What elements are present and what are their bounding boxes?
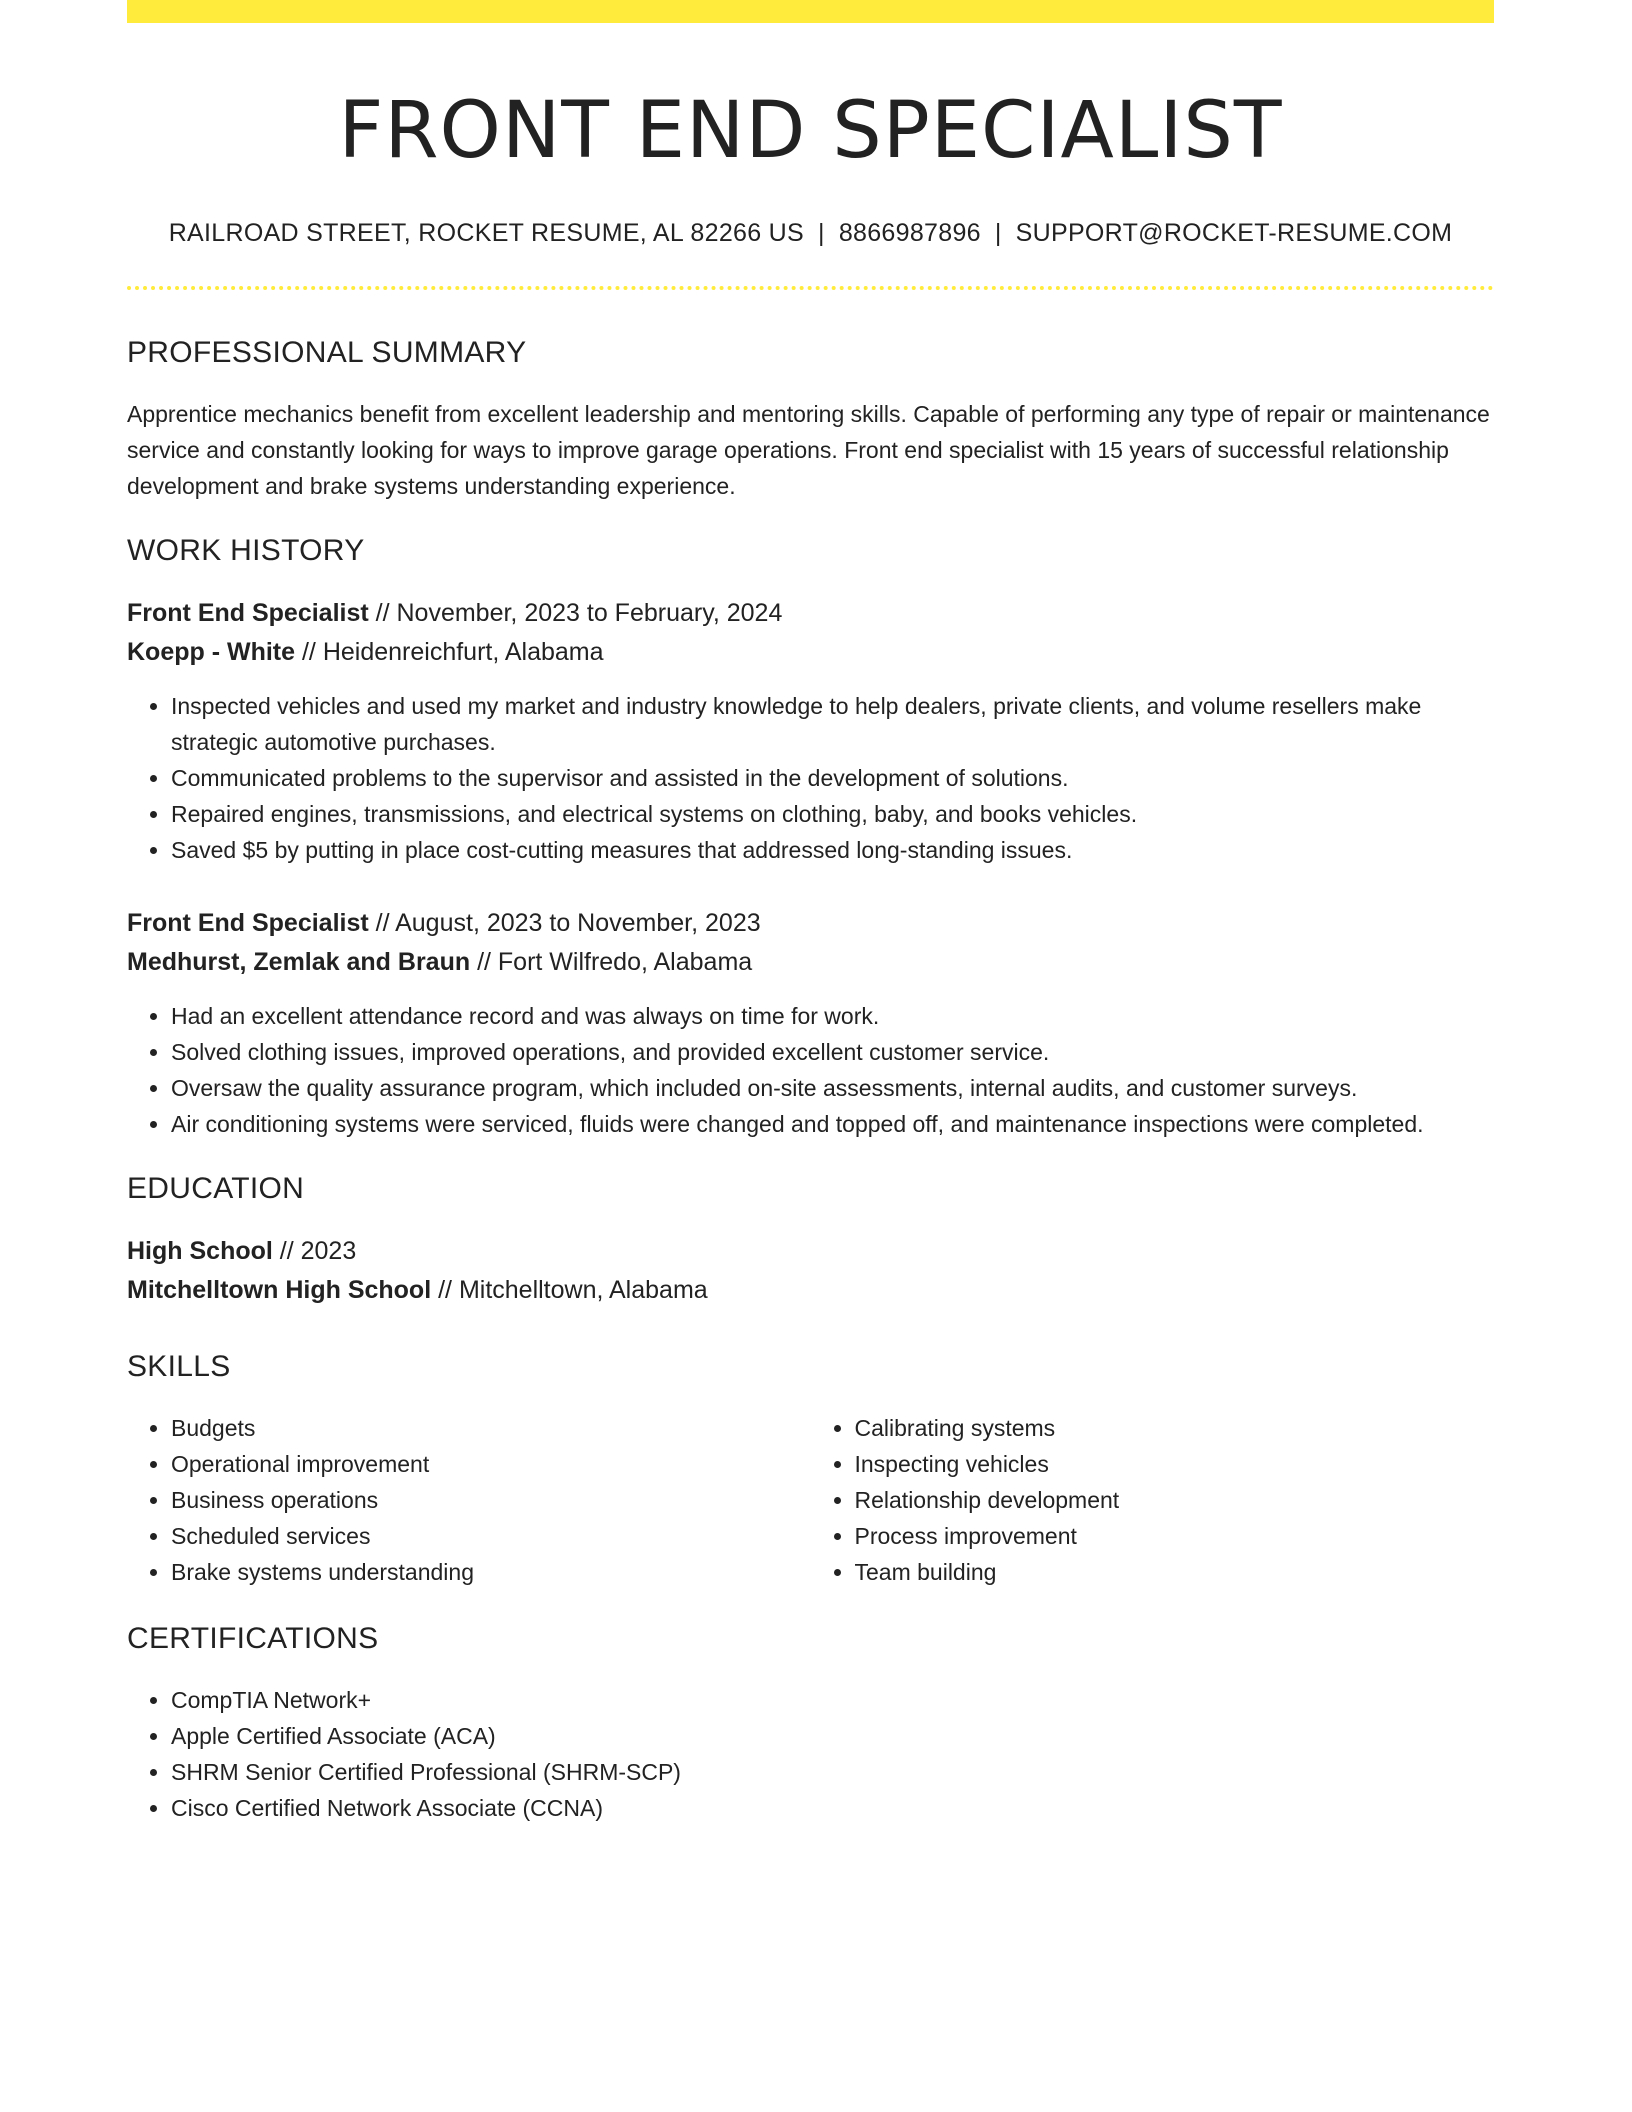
top-accent-bar — [127, 0, 1494, 23]
list-item: • SHRM Senior Certified Professional (SHRM-SCP) — [171, 1754, 1494, 1790]
certifications-list — [127, 1682, 1494, 1826]
contact-line — [127, 219, 1494, 248]
list-item: • Oversaw the quality assurance program, which included on-site assessments, internal audits, and customer surveys. — [171, 1070, 1494, 1106]
certifications-heading: CERTIFICATIONS — [127, 1621, 379, 1655]
job-title-line — [127, 904, 1494, 943]
education-location: // Mitchelltown, Alabama — [431, 1275, 708, 1304]
job-location: // Fort Wilfredo, Alabama — [470, 947, 753, 976]
list-item: • Cisco Certified Network Associate (CCNA) — [171, 1790, 1494, 1826]
list-item: • Repaired engines, transmissions, and electrical systems on clothing, baby, and books vehicles. — [171, 796, 1494, 832]
work-history-heading: WORK HISTORY — [127, 533, 365, 567]
job-location: // Heidenreichfurt, Alabama — [295, 637, 604, 666]
skills-heading: SKILLS — [127, 1349, 231, 1383]
dotted-divider — [127, 286, 1494, 290]
job-dates: // August, 2023 to November, 2023 — [368, 908, 761, 937]
list-item: • CompTIA Network+ — [171, 1682, 1494, 1718]
skills-left-column — [127, 1410, 811, 1590]
job-entry — [127, 594, 1494, 672]
job-company: Medhurst, Zemlak and Braun — [127, 947, 471, 976]
resume-page — [127, 0, 1494, 1826]
education-school-line — [127, 1271, 1494, 1310]
job-title-line — [127, 594, 1494, 633]
education-school: Mitchelltown High School — [127, 1275, 432, 1304]
list-item: • Communicated problems to the supervisor and assisted in the development of solutions. — [171, 760, 1494, 796]
list-item: • Budgets — [171, 1410, 811, 1446]
job-company-line — [127, 943, 1494, 982]
list-item: • Inspecting vehicles — [855, 1446, 1495, 1482]
contact-separator: | — [818, 218, 825, 247]
summary-heading: PROFESSIONAL SUMMARY — [127, 335, 527, 369]
education-entry — [127, 1232, 1494, 1310]
contact-phone: 8866987896 — [838, 218, 981, 247]
list-item: • Had an excellent attendance record and was always on time for work. — [171, 998, 1494, 1034]
education-degree-line — [127, 1232, 1494, 1271]
contact-email: SUPPORT@ROCKET-RESUME.COM — [1015, 218, 1453, 247]
list-item: • Relationship development — [855, 1482, 1495, 1518]
list-item: • Inspected vehicles and used my market and industry knowledge to help dealers, private clients, and volume resellers make strategic automotive purchases. — [171, 688, 1494, 760]
list-item: • Solved clothing issues, improved operations, and provided excellent customer service. — [171, 1034, 1494, 1070]
education-heading: EDUCATION — [127, 1171, 305, 1205]
list-item: • Operational improvement — [171, 1446, 811, 1482]
list-item: • Process improvement — [855, 1518, 1495, 1554]
list-item: • Business operations — [171, 1482, 811, 1518]
contact-separator: | — [994, 218, 1002, 247]
job-entry — [127, 904, 1494, 982]
contact-address: RAILROAD STREET, ROCKET RESUME, AL 82266 US — [168, 218, 805, 247]
list-item: • Apple Certified Associate (ACA) — [171, 1718, 1494, 1754]
job-bullets — [127, 998, 1494, 1142]
job-company: Koepp - White — [127, 637, 296, 666]
list-item: • Team building — [855, 1554, 1495, 1590]
skills-columns — [127, 1410, 1494, 1590]
job-bullets — [127, 688, 1494, 868]
candidate-name: FRONT END SPECIALIST — [338, 86, 1283, 176]
job-company-line — [127, 633, 1494, 672]
job-dates: // November, 2023 to February, 2024 — [368, 598, 783, 627]
education-year: // 2023 — [272, 1236, 357, 1265]
summary-text: Apprentice mechanics benefit from excellent leadership and mentoring skills. Capable of performing any type of repair or maintenance service and constantly looking for ways to improve garage operations. Front end specialist with 15 years of successful relationship development and brake systems understanding experience. — [127, 400, 1490, 499]
list-item: • Saved $5 by putting in place cost-cutting measures that addressed long-standing issues. — [171, 832, 1494, 868]
list-item: • Air conditioning systems were serviced, fluids were changed and topped off, and maintenance inspections were completed. — [171, 1106, 1494, 1142]
skills-right-column — [811, 1410, 1495, 1590]
education-degree: High School — [127, 1236, 273, 1265]
list-item: • Brake systems understanding — [171, 1554, 811, 1590]
job-role: Front End Specialist — [127, 598, 369, 627]
list-item: • Scheduled services — [171, 1518, 811, 1554]
list-item: • Calibrating systems — [855, 1410, 1495, 1446]
job-role: Front End Specialist — [127, 908, 369, 937]
